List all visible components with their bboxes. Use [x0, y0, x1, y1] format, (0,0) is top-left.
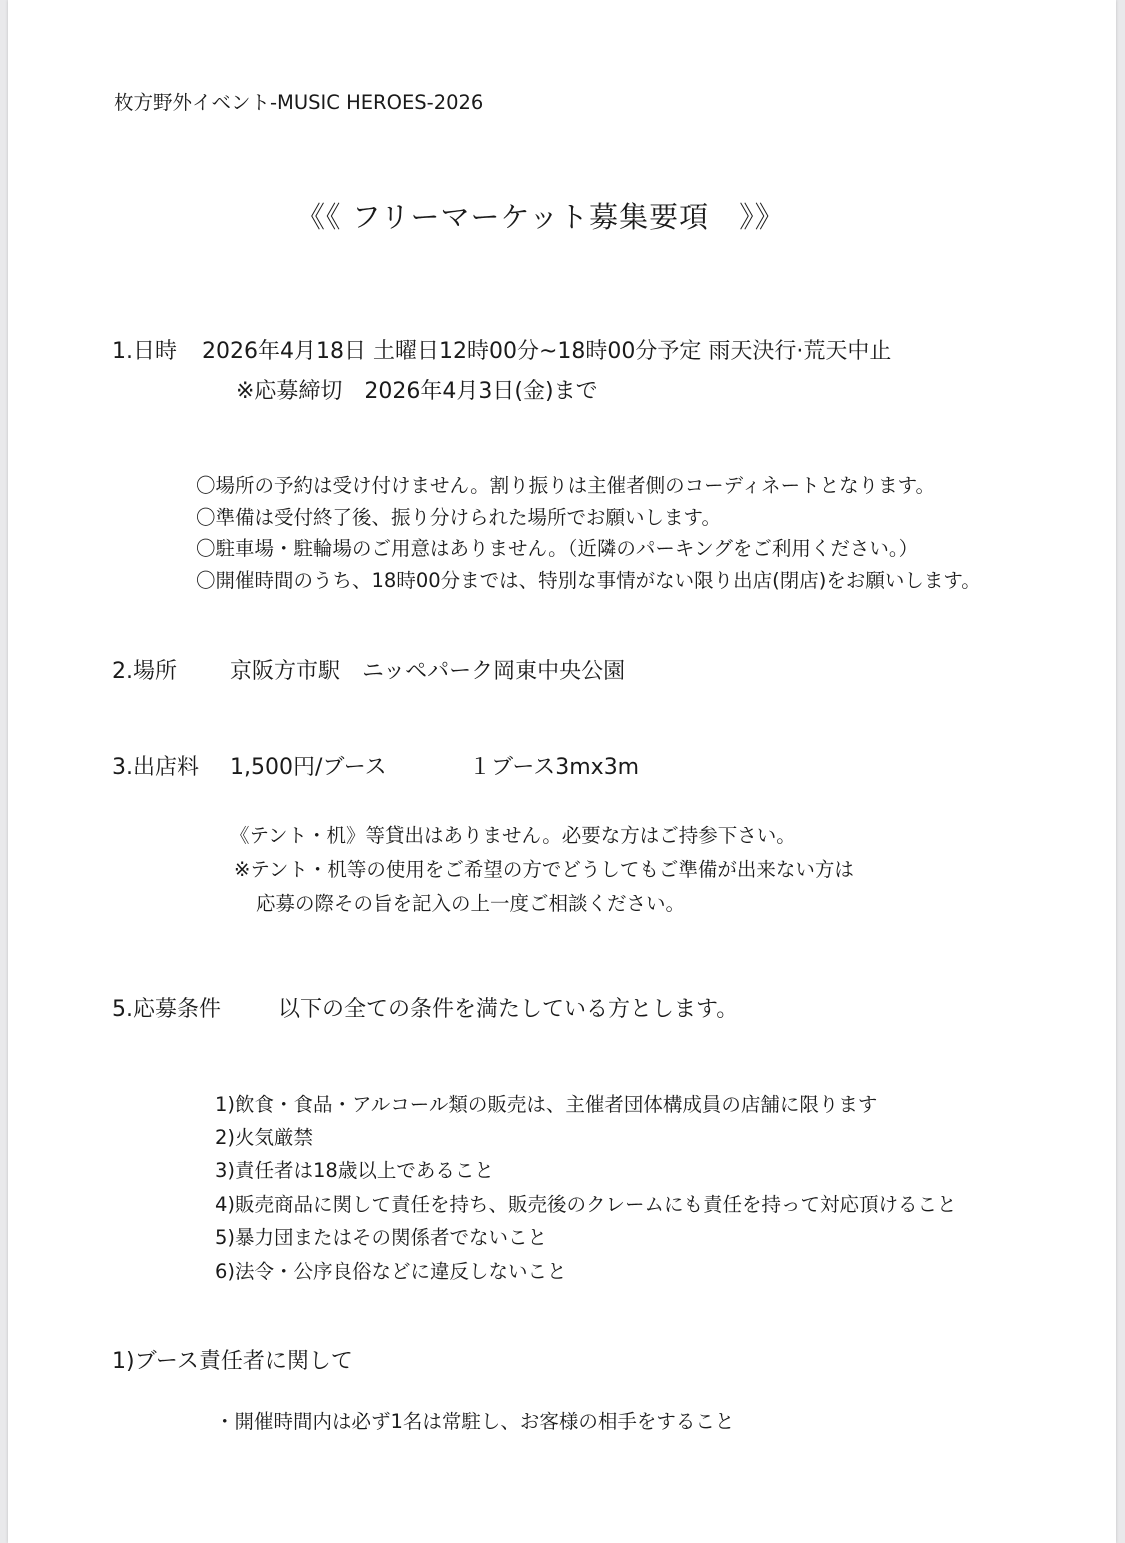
fee-value: 1,500円/ブース [230, 755, 387, 780]
fee-note-3: 応募の際その旨を記入の上一度ご相談ください。 [256, 892, 686, 915]
condition-item-4: 4)販売商品に関して責任を持ち、販売後のクレームにも責任を持って対応頂けること [215, 1193, 957, 1216]
event-header: 枚方野外イベント-MUSIC HEROES-2026 [114, 91, 484, 114]
fee-label: 3.出店料 [112, 755, 199, 780]
booth-size: １ブース3mx3m [469, 755, 640, 780]
condition-item-1: 1)飲食・食品・アルコール類の販売は、主催者団体構成員の店舗に限ります [215, 1093, 878, 1116]
condition-item-3: 3)責任者は18歳以上であること [215, 1159, 494, 1182]
conditions-value: 以下の全ての条件を満たしている方とします。 [278, 997, 739, 1022]
booth-manager-heading: 1)ブース責任者に関して [112, 1349, 353, 1374]
booth-manager-item-1: ・開催時間内は必ず1名は常駐し、お客様の相手をすること [215, 1410, 735, 1433]
condition-item-2: 2)火気厳禁 [215, 1126, 314, 1149]
place-label: 2.場所 [112, 659, 177, 684]
application-deadline: ※応募締切 2026年4月3日(金)まで [236, 379, 598, 404]
condition-item-6: 6)法令・公序良俗などに違反しないこと [215, 1260, 567, 1283]
fee-note-2: ※テント・机等の使用をご希望の方でどうしてもご準備が出来ない方は [234, 858, 854, 881]
datetime-note-3: 〇駐車場・駐輪場のご用意はありません。（近隣のパーキングをご利用ください。） [196, 537, 919, 560]
datetime-value: 2026年4月18日 土曜日12時00分~18時00分予定 雨天決行·荒天中止 [202, 339, 892, 364]
document-page [8, 0, 1116, 1543]
datetime-note-2: 〇準備は受付終了後、振り分けられた場所でお願いします。 [196, 506, 721, 529]
fee-note-1: 《テント・机》等貸出はありません。必要な方はご持参下さい。 [230, 824, 796, 847]
datetime-note-1: 〇場所の予約は受け付けません。割り振りは主催者側のコーディネートとなります。 [196, 474, 936, 497]
datetime-note-4: 〇開催時間のうち、18時00分までは、特別な事情がない限り出店(閉店)をお願いします。 [196, 569, 981, 592]
datetime-label: 1.日時 [112, 339, 177, 364]
place-value: 京阪方市駅 ニッペパーク岡東中央公園 [230, 659, 626, 684]
document-title: 《《 フリーマーケット募集要項 》》 [296, 200, 785, 234]
conditions-label: 5.応募条件 [112, 997, 221, 1022]
condition-item-5: 5)暴力団またはその関係者でないこと [215, 1226, 548, 1249]
